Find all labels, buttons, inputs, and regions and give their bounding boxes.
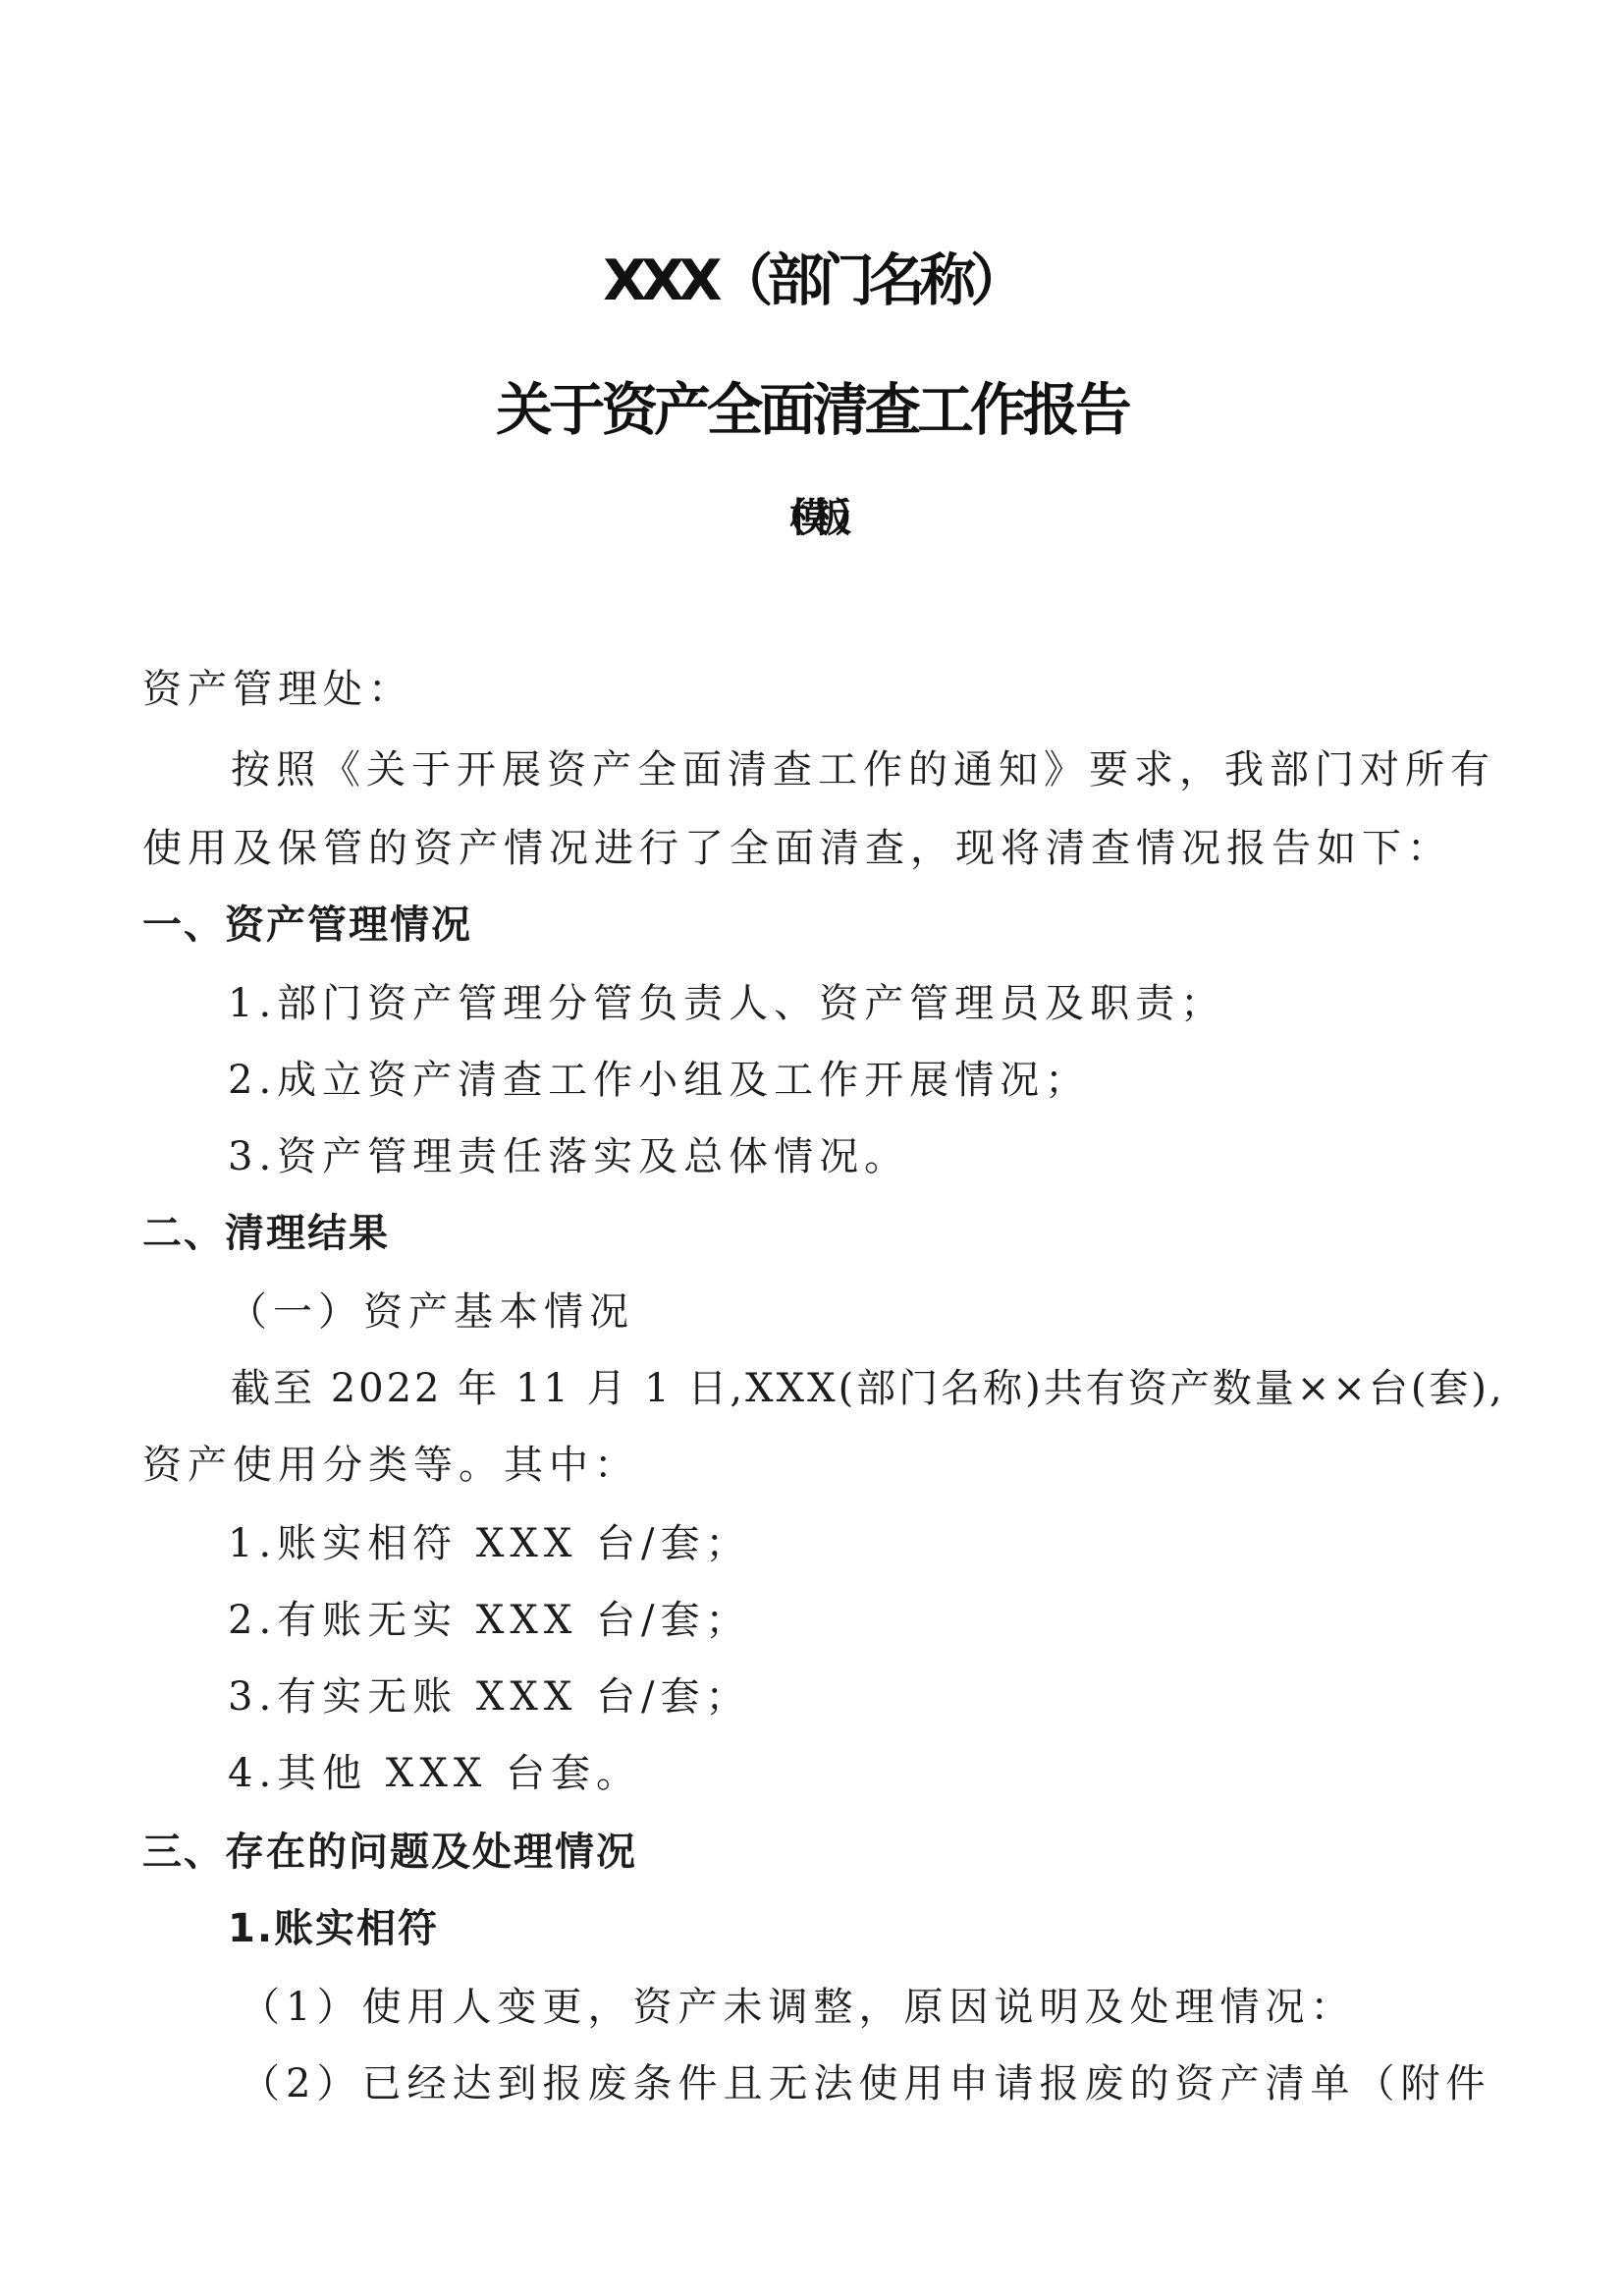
salutation: 资产管理处： [142, 667, 413, 712]
document-title-line2: 关于资产全面清查工作报告 [496, 377, 1128, 443]
section2-item: 3.有实无账 XXX 台/套； [228, 1674, 751, 1720]
intro-line-2: 使用及保管的资产情况进行了全面清查，现将清查情况报告如下： [142, 826, 1452, 871]
section2-subheading: （一）资产基本情况 [228, 1289, 634, 1335]
section2-item: 1.账实相符 XXX 台/套； [228, 1521, 751, 1566]
document-title-note: （模板） [767, 496, 857, 541]
section3-heading: 三、存在的问题及处理情况 [142, 1830, 637, 1875]
section1-item: 1.部门资产管理分管负责人、资产管理员及职责； [228, 981, 1226, 1026]
section3-item: （1）使用人变更，资产未调整，原因说明及处理情况： [241, 1985, 1356, 2030]
section1-heading: 一、资产管理情况 [142, 902, 472, 948]
section3-subheading: 1.账实相符 [228, 1906, 440, 1951]
section1-item: 2.成立资产清查工作小组及工作开展情况； [228, 1058, 1091, 1103]
section2-paragraph-line1: 截至 2022 年 11 月 1 日,XXX(部门名称)共有资产数量××台(套), [231, 1366, 1505, 1411]
intro-line-1: 按照《关于开展资产全面清查工作的通知》要求，我部门对所有 [231, 747, 1495, 793]
section3-item: （2）已经达到报废条件且无法使用申请报废的资产清单（附件 [241, 2061, 1491, 2106]
section2-item: 2.有账无实 XXX 台/套； [228, 1598, 751, 1643]
section2-heading: 二、清理结果 [142, 1211, 390, 1256]
document-title-line1: XXX（部门名称） [603, 247, 1021, 313]
section2-item: 4.其他 XXX 台套。 [228, 1751, 642, 1796]
section2-paragraph-line2: 资产使用分类等。其中： [142, 1443, 639, 1488]
section1-item: 3.资产管理责任落实及总体情况。 [228, 1134, 910, 1179]
